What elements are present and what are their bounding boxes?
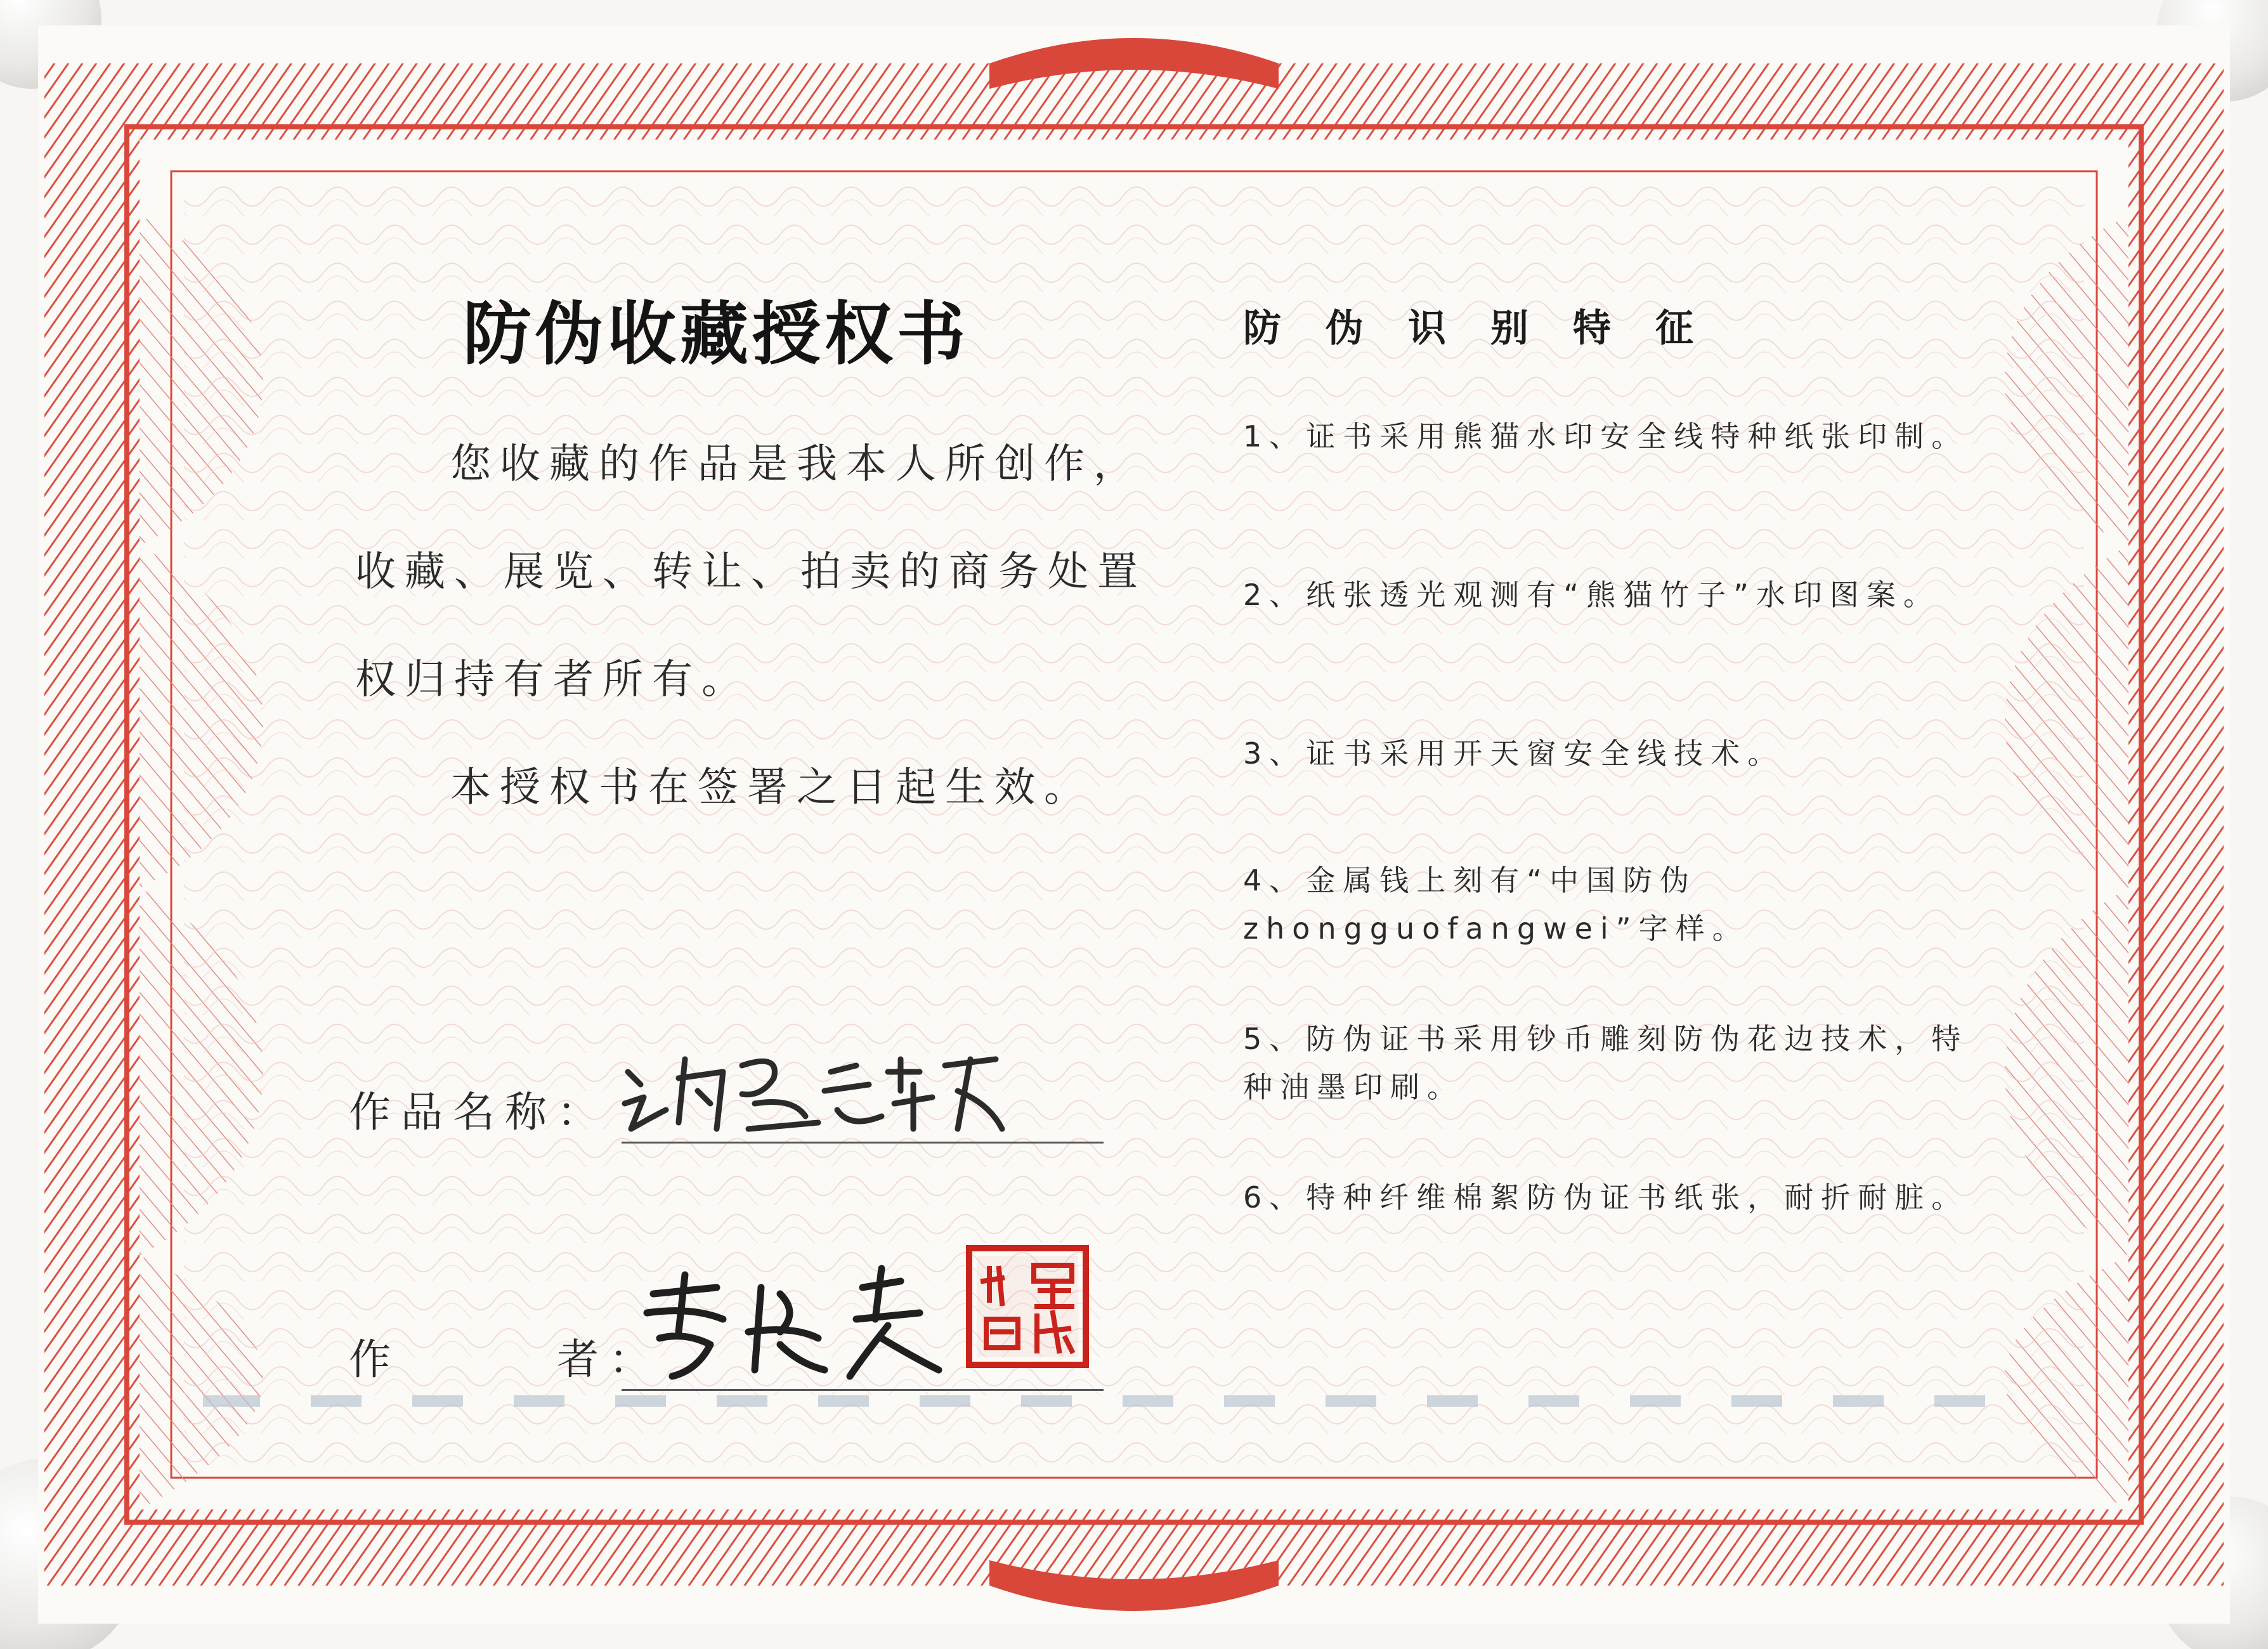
certificate-title: 防伪收藏授权书 xyxy=(463,295,970,374)
feature-item: 5、防伪证书采用钞币雕刻防伪花边技术，特种油墨印刷。 xyxy=(1243,1022,1969,1104)
paragraph-3: 权归持有者所有。 xyxy=(355,656,751,703)
feature-item: 6、特种纤维棉絮防伪证书纸张，耐折耐脏。 xyxy=(1243,1180,1969,1215)
feature-item: 4、金属钱上刻有“中国防伪zhongguofangwei”字样。 xyxy=(1243,863,1749,946)
work-name-underline xyxy=(622,1142,1104,1144)
certificate xyxy=(38,25,2230,1624)
security-thread xyxy=(203,1389,2065,1414)
work-name-label: 作品名称： xyxy=(349,1088,609,1137)
certificate-body xyxy=(203,190,2065,1459)
paragraph-2: 收藏、展览、转让、拍卖的商务处置 xyxy=(355,549,1147,596)
feature-item: 3、证书采用开天窗安全线技术。 xyxy=(1243,736,1785,771)
feature-item: 1、证书采用熊猫水印安全线特种纸张印制。 xyxy=(1243,419,1969,453)
handwritten-work-title xyxy=(615,1034,1008,1142)
feature-item: 2、纸张透光观测有“熊猫竹子”水印图案。 xyxy=(1243,578,1940,612)
author-label: 作 者： xyxy=(349,1335,661,1384)
paragraph-1: 您收藏的作品是我本人所创作， xyxy=(450,441,1143,488)
paragraph-4: 本授权书在签署之日起生效。 xyxy=(450,764,1093,811)
handwritten-signature xyxy=(634,1262,964,1389)
red-seal-stamp xyxy=(964,1243,1091,1370)
features-title: 防伪识别特征 xyxy=(1243,306,1738,351)
